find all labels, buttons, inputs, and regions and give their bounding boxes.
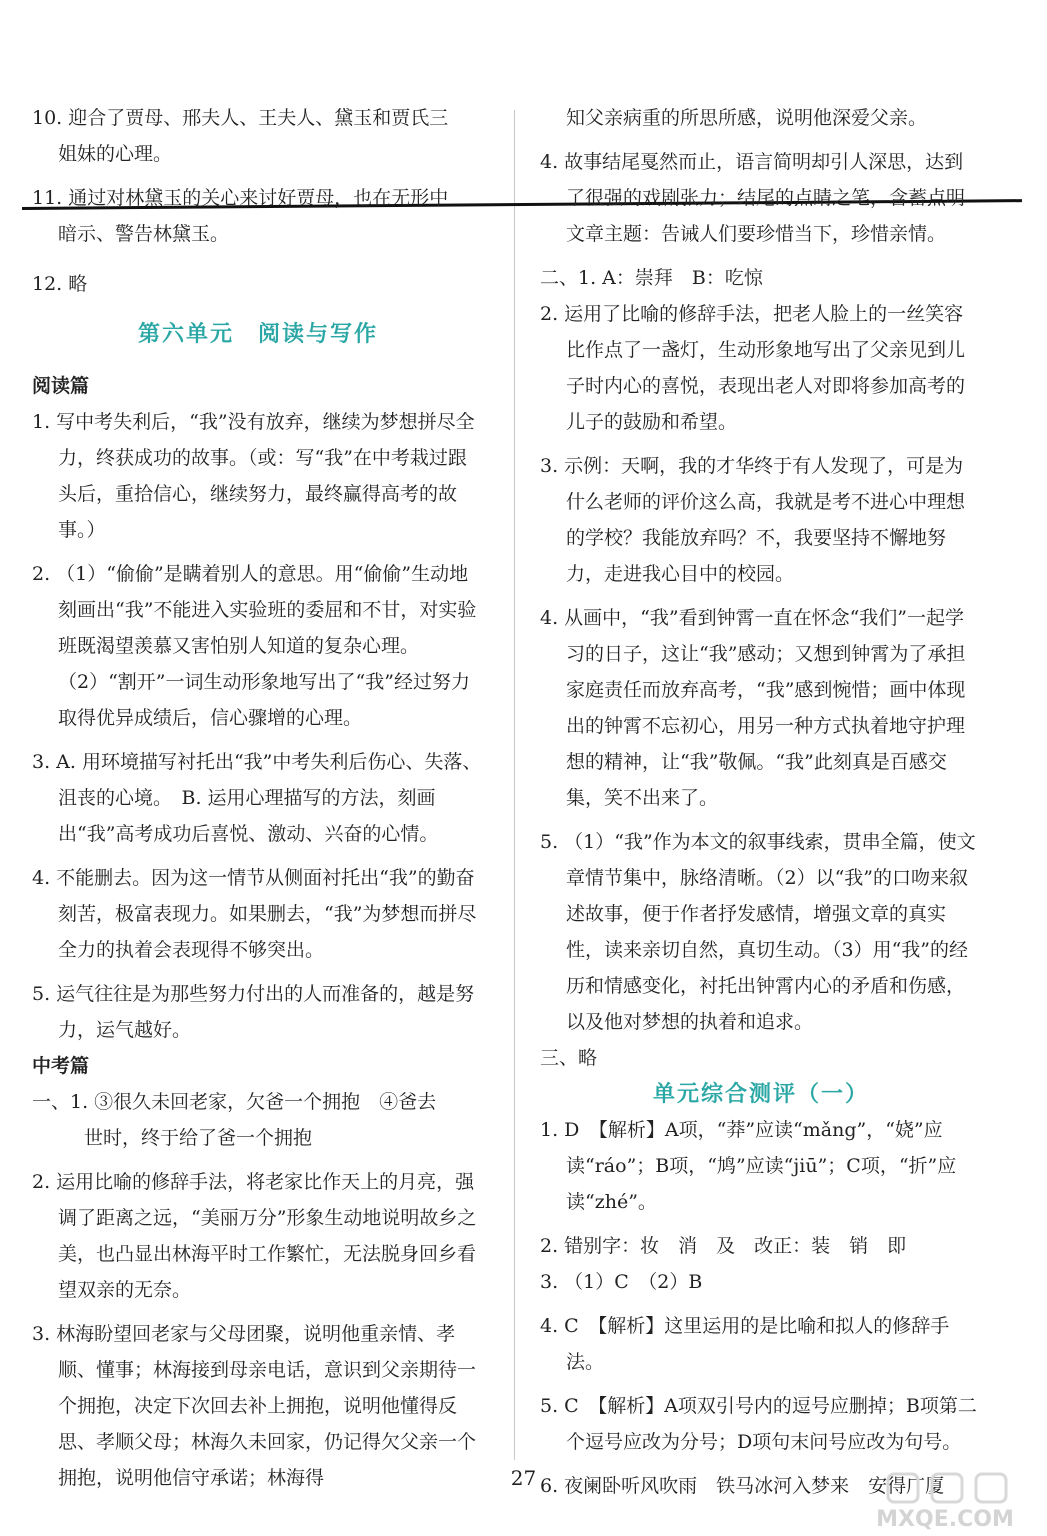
column-divider bbox=[514, 110, 515, 1460]
test-answer-2: 2. 错别字：妆 消 及 改正：装 销 即 bbox=[540, 1235, 907, 1257]
answer-10: 10. 迎合了贾母、邢夫人、王夫人、黛玉和贾氏三 bbox=[32, 107, 449, 129]
reading-answer-3: 3. A. 用环境描写衬托出“我”中考失利后伤心、失落、沮丧的心境。 B. 运用心理描写的方法，刻画出“我”高考成功后喜悦、激动、兴奋的心情。 bbox=[32, 751, 482, 845]
answer-11-cont: 暗示、警告林黛玉。 bbox=[58, 223, 230, 245]
reading-answer-4: 4. 不能删去。因为这一情节从侧面衬托出“我”的勤奋刻苦，极富表现力。如果删去，“我”为梦想而拼尽全力的执着会表现得不够突出。 bbox=[32, 867, 477, 961]
exam-answer-1: 一、1. ③很久未回老家，欠爸一个拥抱 ④爸去 bbox=[32, 1091, 437, 1113]
test-answer-4: 4. C 【解析】这里运用的是比喻和拟人的修辞手法。 bbox=[540, 1315, 950, 1373]
test-answer-3: 3. （1）C （2）B bbox=[540, 1271, 703, 1293]
answer-12: 12. 略 bbox=[32, 273, 88, 295]
test-answer-6: 6. 夜阑卧听风吹雨 铁马冰河入梦来 安得广厦 bbox=[540, 1475, 945, 1497]
reading-heading: 阅读篇 bbox=[32, 375, 90, 397]
answer-11: 11. 通过对林黛玉的关心来讨好贾母，也在无形中 bbox=[32, 187, 449, 209]
reading-answer-1: 1. 写中考失利后，“我”没有放弃，继续为梦想拼尽全力，终获成功的故事。（或：写“我”在中考栽过跟头后，重拾信心，继续努力，最终赢得高考的故事。） bbox=[32, 411, 475, 541]
part2-answer-1: 二、1. A：崇拜 B：吃惊 bbox=[540, 267, 763, 289]
part3-answer: 三、略 bbox=[540, 1047, 598, 1069]
answer-10-cont: 姐妹的心理。 bbox=[58, 143, 173, 165]
right-column bbox=[540, 100, 982, 1504]
part2-answer-3: 3. 示例：天啊，我的才华终于有人发现了，可是为什么老师的评价这么高，我就是考不进心中理想的学校？我能放弃吗？不，我要坚持不懈地努力，走进我心目中的校园。 bbox=[540, 455, 966, 585]
page-number: 27 bbox=[510, 1466, 537, 1490]
exam-answer-3-cont: 知父亲病重的所思所感，说明他深爱父亲。 bbox=[566, 107, 928, 129]
exam-answer-1-cont: 世时，终于给了爸一个拥抱 bbox=[84, 1127, 313, 1149]
exam-answer-2: 2. 运用比喻的修辞手法，将老家比作天上的月亮，强调了距离之远，“美丽万分”形象生动地说明故乡之美，也凸显出林海平时工作繁忙，无法脱身回乡看望双亲的无奈。 bbox=[32, 1171, 477, 1301]
watermark-logo bbox=[850, 1470, 1040, 1532]
part2-answer-2: 2. 运用了比喻的修辞手法，把老人脸上的一丝笑容比作点了一盏灯，生动形象地写出了父亲见到儿子时内心的喜悦，表现出老人对即将参加高考的儿子的鼓励和希望。 bbox=[540, 303, 966, 433]
reading-answer-5: 5. 运气往往是为那些努力付出的人而准备的，越是努力，运气越好。 bbox=[32, 983, 475, 1041]
watermark-text: MXQE.COM bbox=[876, 1507, 1014, 1532]
exam-answer-3: 3. 林海盼望回老家与父母团聚，说明他重亲情、孝顺、懂事；林海接到母亲电话，意识到父亲期待一个拥抱，决定下次回去补上拥抱，说明他懂得反思、孝顺父母；林海久未回家，仍记得欠父亲一个拥抱，说明他信守承诺；林海得 bbox=[32, 1323, 477, 1489]
left-column bbox=[32, 100, 484, 1496]
test-answer-1: 1. D 【解析】A项，“莽”应读“mǎng”，“娆”应读“ráo”；B项，“鸠”应读“jiū”；C项，“折”应读“zhé”。 bbox=[540, 1119, 957, 1213]
reading-answer-2: 2. （1）“偷偷”是瞒着别人的意思。用“偷偷”生动地刻画出“我”不能进入实验班的委屈和不甘，对实验班既渴望羡慕又害怕别人知道的复杂心理。 （2）“割开”一词生动形象地写出了“我”经过努力取得优异成绩后，信心骤增的心理。 bbox=[32, 563, 477, 729]
exam-heading: 中考篇 bbox=[32, 1055, 90, 1077]
test-answer-5: 5. C 【解析】A项双引号内的逗号应删掉；B项第二个逗号应改为分号；D项句末问号应改为句号。 bbox=[540, 1395, 977, 1453]
exam-answer-4: 4. 故事结尾戛然而止，语言简明却引人深思，达到了很强的戏剧张力；结尾的点睛之笔，含蓄点明文章主题：告诫人们要珍惜当下，珍惜亲情。 bbox=[540, 151, 966, 245]
test-title: 单元综合测评（一） bbox=[652, 1081, 869, 1107]
part2-answer-5: 5. （1）“我”作为本文的叙事线索，贯串全篇，使文章情节集中，脉络清晰。（2）以“我”的口吻来叙述故事，便于作者抒发感情，增强文章的真实性，读来亲切自然，真切生动。（3）用“我”的经历和情感变化，衬托出钟霄内心的矛盾和伤感，以及他对梦想的执着和追求。 bbox=[540, 831, 976, 1033]
part2-answer-4: 4. 从画中，“我”看到钟霄一直在怀念“我们”一起学习的日子，这让“我”感动；又想到钟霄为了承担家庭责任而放弃高考，“我”感到惋惜；画中体现出的钟霄不忘初心，用另一种方式执着地守护理想的精神，让“我”敬佩。“我”此刻真是百感交集，笑不出来了。 bbox=[540, 607, 966, 809]
section-title: 第六单元 阅读与写作 bbox=[137, 321, 378, 347]
